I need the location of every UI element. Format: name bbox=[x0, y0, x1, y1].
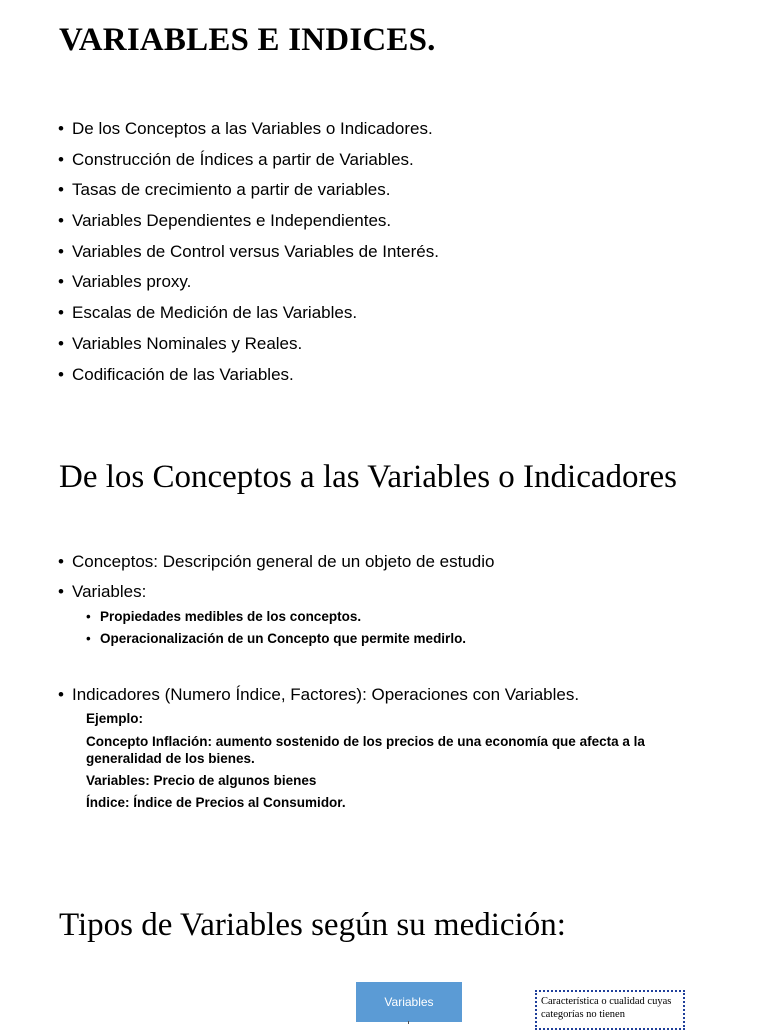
example-index: Índice: Índice de Precios al Consumidor. bbox=[86, 795, 346, 810]
diagram-note: Característica o cualidad cuyas categorías no tienen bbox=[535, 990, 685, 1030]
indicadores-list bbox=[58, 683, 748, 707]
list-item: • Variables de Control versus Variables de Interés. bbox=[58, 241, 439, 272]
section-title-conceptos: De los Conceptos a las Variables o Indicadores bbox=[59, 459, 677, 495]
example-concept: Concepto Inflación: aumento sostenido de los precios de una economía que afecta a la generalidad de los bienes. bbox=[86, 734, 645, 766]
list-item-indicadores: • Indicadores (Numero Índice, Factores): Operaciones con Variables. bbox=[58, 683, 748, 707]
topics-list bbox=[58, 118, 439, 394]
sublist-item: • Propiedades medibles de los conceptos. bbox=[86, 606, 738, 628]
list-item: • De los Conceptos a las Variables o Indicadores. bbox=[58, 118, 439, 149]
variables-label: Variables: bbox=[72, 582, 147, 601]
example-variables: Variables: Precio de algunos bienes bbox=[86, 773, 317, 788]
list-item-conceptos: • Conceptos: Descripción general de un objeto de estudio bbox=[58, 550, 738, 574]
list-item: • Variables Nominales y Reales. bbox=[58, 333, 439, 364]
section-title-variables-indices: VARIABLES E INDICES. bbox=[59, 22, 436, 58]
list-item: • Variables Dependientes e Independientes. bbox=[58, 210, 439, 241]
conceptos-list bbox=[58, 550, 738, 656]
sublist-item: • Operacionalización de un Concepto que permite medirlo. bbox=[86, 628, 738, 650]
list-item: • Tasas de crecimiento a partir de variables. bbox=[58, 179, 439, 210]
list-item: • Escalas de Medición de las Variables. bbox=[58, 302, 439, 333]
example-block bbox=[86, 710, 716, 816]
list-item: • Variables proxy. bbox=[58, 271, 439, 302]
variables-sublist bbox=[72, 606, 738, 650]
diagram-node-variables: Variables bbox=[356, 982, 462, 1022]
section-title-tipos: Tipos de Variables según su medición: bbox=[59, 907, 566, 943]
example-label: Ejemplo: bbox=[86, 711, 144, 726]
list-item-variables bbox=[58, 580, 738, 650]
list-item: • Construcción de Índices a partir de Variables. bbox=[58, 149, 439, 180]
list-item: • Codificación de las Variables. bbox=[58, 364, 439, 395]
